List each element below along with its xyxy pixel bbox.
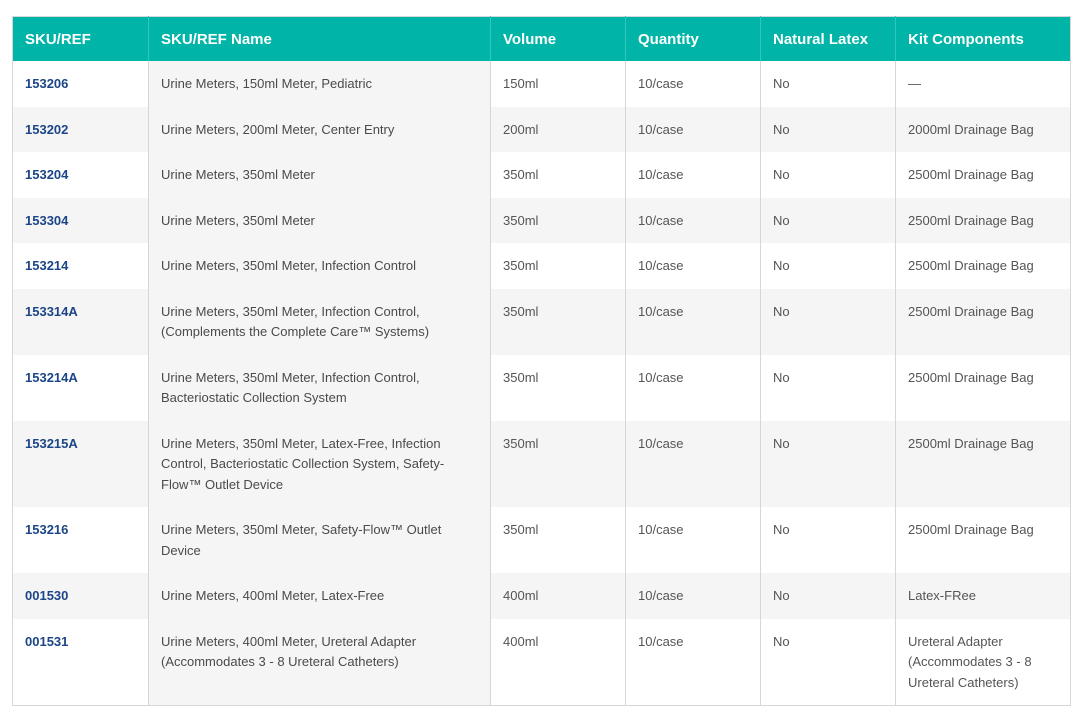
quantity-cell: 10/case bbox=[626, 421, 761, 508]
table-body bbox=[13, 61, 1071, 706]
name-cell: Urine Meters, 350ml Meter, Infection Control, (Complements the Complete Care™ Systems) bbox=[149, 289, 491, 355]
table-row bbox=[13, 198, 1071, 244]
name-cell: Urine Meters, 400ml Meter, Latex-Free bbox=[149, 573, 491, 619]
name-cell: Urine Meters, 200ml Meter, Center Entry bbox=[149, 107, 491, 153]
table-row bbox=[13, 355, 1071, 421]
latex-cell: No bbox=[761, 152, 896, 198]
quantity-cell: 10/case bbox=[626, 198, 761, 244]
quantity-cell: 10/case bbox=[626, 107, 761, 153]
quantity-cell: 10/case bbox=[626, 243, 761, 289]
volume-cell: 150ml bbox=[491, 61, 626, 107]
latex-cell: No bbox=[761, 421, 896, 508]
kit-cell: 2500ml Drainage Bag bbox=[896, 289, 1071, 355]
quantity-cell: 10/case bbox=[626, 355, 761, 421]
table-row bbox=[13, 573, 1071, 619]
quantity-cell: 10/case bbox=[626, 619, 761, 706]
latex-cell: No bbox=[761, 355, 896, 421]
latex-cell: No bbox=[761, 61, 896, 107]
header-row bbox=[13, 17, 1071, 62]
volume-cell: 350ml bbox=[491, 289, 626, 355]
volume-cell: 350ml bbox=[491, 198, 626, 244]
latex-cell: No bbox=[761, 243, 896, 289]
name-cell: Urine Meters, 150ml Meter, Pediatric bbox=[149, 61, 491, 107]
table-header bbox=[13, 17, 1071, 62]
volume-cell: 200ml bbox=[491, 107, 626, 153]
sku-cell: 153204 bbox=[13, 152, 149, 198]
sku-cell: 153202 bbox=[13, 107, 149, 153]
kit-cell: 2000ml Drainage Bag bbox=[896, 107, 1071, 153]
sku-cell: 153206 bbox=[13, 61, 149, 107]
latex-cell: No bbox=[761, 507, 896, 573]
column-header-volume: Volume bbox=[491, 17, 626, 62]
sku-cell: 153304 bbox=[13, 198, 149, 244]
sku-cell: 153215A bbox=[13, 421, 149, 508]
kit-cell: Latex-FRee bbox=[896, 573, 1071, 619]
kit-cell: — bbox=[896, 61, 1071, 107]
name-cell: Urine Meters, 350ml Meter, Infection Control, Bacteriostatic Collection System bbox=[149, 355, 491, 421]
latex-cell: No bbox=[761, 107, 896, 153]
sku-cell: 001531 bbox=[13, 619, 149, 706]
quantity-cell: 10/case bbox=[626, 61, 761, 107]
column-header-quantity: Quantity bbox=[626, 17, 761, 62]
column-header-name: SKU/REF Name bbox=[149, 17, 491, 62]
table-row bbox=[13, 289, 1071, 355]
volume-cell: 400ml bbox=[491, 573, 626, 619]
quantity-cell: 10/case bbox=[626, 152, 761, 198]
kit-cell: Ureteral Adapter (Accommodates 3 - 8 Ureteral Catheters) bbox=[896, 619, 1071, 706]
quantity-cell: 10/case bbox=[626, 573, 761, 619]
sku-cell: 001530 bbox=[13, 573, 149, 619]
latex-cell: No bbox=[761, 619, 896, 706]
sku-cell: 153314A bbox=[13, 289, 149, 355]
kit-cell: 2500ml Drainage Bag bbox=[896, 198, 1071, 244]
kit-cell: 2500ml Drainage Bag bbox=[896, 507, 1071, 573]
sku-cell: 153214A bbox=[13, 355, 149, 421]
latex-cell: No bbox=[761, 573, 896, 619]
name-cell: Urine Meters, 350ml Meter bbox=[149, 198, 491, 244]
sku-cell: 153214 bbox=[13, 243, 149, 289]
product-table bbox=[12, 16, 1071, 706]
kit-cell: 2500ml Drainage Bag bbox=[896, 152, 1071, 198]
sku-cell: 153216 bbox=[13, 507, 149, 573]
name-cell: Urine Meters, 350ml Meter, Infection Control bbox=[149, 243, 491, 289]
volume-cell: 350ml bbox=[491, 421, 626, 508]
name-cell: Urine Meters, 350ml Meter, Latex-Free, Infection Control, Bacteriostatic Collection System, Safety-Flow™ Outlet Device bbox=[149, 421, 491, 508]
name-cell: Urine Meters, 400ml Meter, Ureteral Adapter (Accommodates 3 - 8 Ureteral Catheters) bbox=[149, 619, 491, 706]
table-row bbox=[13, 243, 1071, 289]
kit-cell: 2500ml Drainage Bag bbox=[896, 421, 1071, 508]
product-table-container bbox=[12, 16, 1070, 706]
volume-cell: 400ml bbox=[491, 619, 626, 706]
column-header-sku: SKU/REF bbox=[13, 17, 149, 62]
kit-cell: 2500ml Drainage Bag bbox=[896, 243, 1071, 289]
name-cell: Urine Meters, 350ml Meter bbox=[149, 152, 491, 198]
volume-cell: 350ml bbox=[491, 243, 626, 289]
table-row bbox=[13, 152, 1071, 198]
table-row bbox=[13, 619, 1071, 706]
kit-cell: 2500ml Drainage Bag bbox=[896, 355, 1071, 421]
volume-cell: 350ml bbox=[491, 355, 626, 421]
quantity-cell: 10/case bbox=[626, 507, 761, 573]
volume-cell: 350ml bbox=[491, 507, 626, 573]
table-row bbox=[13, 507, 1071, 573]
name-cell: Urine Meters, 350ml Meter, Safety-Flow™ Outlet Device bbox=[149, 507, 491, 573]
latex-cell: No bbox=[761, 289, 896, 355]
column-header-kit-components: Kit Components bbox=[896, 17, 1071, 62]
table-row bbox=[13, 61, 1071, 107]
latex-cell: No bbox=[761, 198, 896, 244]
column-header-natural-latex: Natural Latex bbox=[761, 17, 896, 62]
table-row bbox=[13, 421, 1071, 508]
quantity-cell: 10/case bbox=[626, 289, 761, 355]
volume-cell: 350ml bbox=[491, 152, 626, 198]
table-row bbox=[13, 107, 1071, 153]
